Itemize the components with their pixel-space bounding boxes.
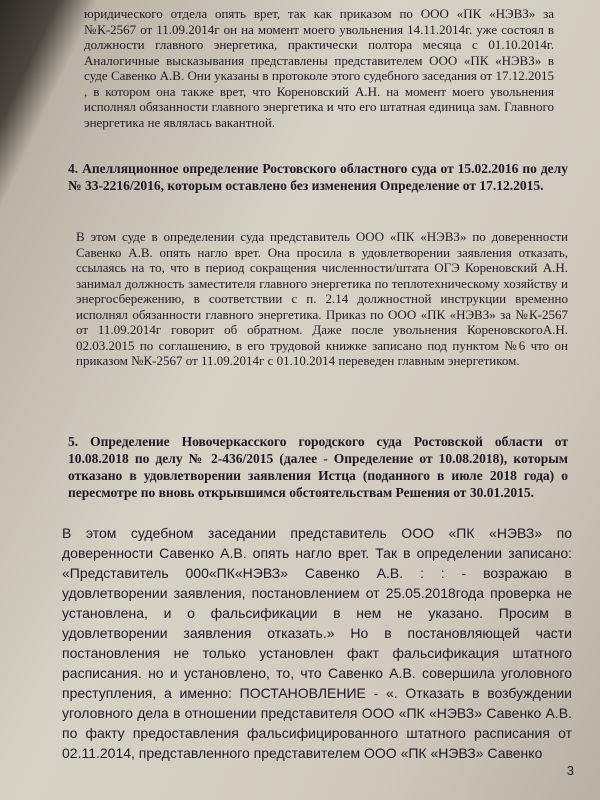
section-heading-5: 5. Определение Новочеркасского городского суда Ростовской области от 10.08.2018 по делу № 2-436/2015 (далее - Определение от 10.08.2018), которым отказано в удовлетворении заявления Истца (поданного в июле 2018 года) о пересмотре по вновь открывшимся обстоятельствам Решения от 30.01.2015. xyxy=(68,434,568,500)
paragraph-1: юридического отдела опять врет, так как приказом по ООО «ПК «НЭВЗ» за №К-2567 от 11.09.2014г он на момент моего увольнения 14.11.2014г. уже состоял в должности главного энергетика, практически полтора месяца с 01.10.2014г. Аналогичные высказывания представлены представителем ООО «ПК «НЭВЗ» в суде Савенко А.В. Они указаны в протоколе этого судебного заседания от 17.12.2015 , в котором она также врет, что Кореновский А.Н. на момент моего увольнения исполнял обязанности главного энергетика и что его штатная единица зам. Главного энергетика не являлась вакантной. xyxy=(84,6,554,130)
page-number: 3 xyxy=(566,763,574,778)
paragraph-2: В этом суде в определении суда представитель ООО «ПК «НЭВЗ» по доверенности Савенко А.В. опять нагло врет. Она просила в удовлетворении заявления отказать, ссылаясь на то, что в период сокращения численности/штата ОГЭ Кореновский А.Н. занимал должность заместителя главного энергетика по теплотехническому хозяйству и энергосбережению, в соответствии с п. 2.14 должностной инструкции временно исполнял обязанности главного энергетика. Приказ по ООО «ПК «НЭВЗ» за №К-2567 от 11.09.2014г говорит об обратном. Даже после увольнения КореновскогоА.Н. 02.03.2015 по соглашению, в его трудовой книжке записано под пунктом №6 что он приказом №К-2567 от 11.09.2014г с 01.10.2014 переведен главным энергетиком. xyxy=(76,229,568,368)
section-heading-4: 4. Апелляционное определение Ростовского областного суда от 15.02.2016 по делу № 33-2216/2016, которым оставлено без изменения Определение от 17.12.2015. xyxy=(68,161,568,193)
paragraph-3: В этом судебном заседании представитель ООО «ПК «НЭВЗ» по доверенности Савенко А.В. опять нагло врет. Так в определении записано: «Представитель 000«ПК«НЭВЗ» Савенко А.В. : : - возражаю в удовлетворении заявления, постановлением от 25.05.2018года проверка не установлена, и о фальсификации в нем не указано. Просим в удовлетворении заявления отказать.» Но в постановляющей части постановления не только установлен факт фальсификация штатного расписания. но и установлено, то, что Савенко А.В. совершила уголовного преступления, а именно: ПОСТАНОВЛЕНИЕ - «. Отказать в возбуждении уголовного дела в отношении представителя ООО «ПК «НЭВЗ» Савенко А.В. по факту предоставления фальсифицированного штатного расписания от 02.11.2014, представленного представителем ООО «ПК «НЭВЗ» Савенко xyxy=(62,525,572,761)
